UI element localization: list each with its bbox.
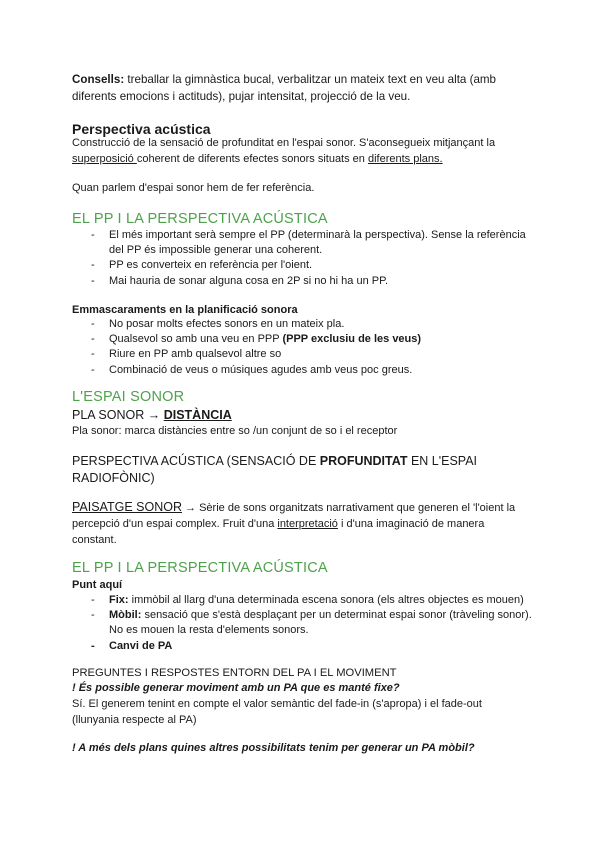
paisatge-text-a: → Sèrie de sons organitzats narrativament que generen el 'l'oient la percepció d'un espai complex. Fruit d'una: [72, 502, 516, 530]
perspectiva-a: PERSPECTIVA ACÚSTICA (SENSACIÓ DE: [72, 454, 320, 468]
punt-aqui: Punt aquí: [72, 579, 123, 591]
consells-paragraph: [72, 72, 532, 105]
list-item: - No posar molts efectes sonors en un mateix pla.: [72, 317, 532, 332]
fix-text: immòbil al llarg d'una determinada escena sonora (els altres objectes es mouen): [128, 594, 524, 606]
list-item: - El més important serà sempre el PP (determinarà la perspectiva). Sense la referència del PP és impossible generar una coherent.: [72, 228, 532, 258]
preguntes-heading: PREGUNTES I RESPOSTES ENTORN DEL PA I EL MOVIMENT: [72, 667, 397, 679]
superposicio-link[interactable]: superposició: [72, 152, 137, 165]
section1-list: [72, 228, 532, 289]
perspectiva-c: EN L'ESPAI RADIOFÒNIC): [72, 454, 478, 485]
question-2: ! A més dels plans quines altres possibilitats tenim per generar un PA mòbil?: [72, 742, 475, 754]
list-item: [72, 608, 532, 638]
perspectiva-paragraph: [72, 136, 532, 167]
perspectiva-text-b: coherent de diferents efectes sonors situats en: [136, 152, 368, 165]
list-item: [72, 593, 532, 608]
pla-sonor-label: PLA SONOR →: [72, 408, 164, 422]
list-item: - Mai hauria de sonar alguna cosa en 2P si no hi ha un PP.: [72, 274, 532, 289]
fix-label: Fix:: [109, 594, 129, 606]
emmascaraments-list: [72, 317, 532, 378]
item-text: Qualsevol so amb una veu en PPP: [109, 333, 283, 346]
espai-sonor-referencia: Quan parlem d'espai sonor hem de fer referència.: [72, 182, 315, 194]
espai-sonor-heading: L'ESPAI SONOR: [72, 389, 185, 405]
profunditat-label: PROFUNDITAT: [319, 454, 408, 468]
section2-list: [72, 593, 532, 654]
list-item: - PP es converteix en referència per l'oient.: [72, 258, 532, 273]
paisatge-label: PAISATGE SONOR: [72, 500, 182, 514]
answer-1: Sí. El generem tenint en compte el valor semàntic del fade-in (s'apropa) i el fade-out (llunyania respecte al PA): [72, 698, 482, 726]
interpretacio-link[interactable]: interpretació: [277, 518, 338, 530]
perspectiva-text-a: Construcció de la sensació de profunditat en l'espai sonor. S'aconsegueix mitjançant la: [72, 137, 496, 149]
paisatge-text-b: i d'una imaginació de manera constant.: [72, 518, 485, 546]
list-item: - Combinació de veus o músiques agudes amb veus poc greus.: [72, 363, 532, 378]
item-bold-text: (PPP exclusiu de les veus): [282, 333, 422, 346]
mobil-label: Mòbil:: [109, 609, 142, 622]
distancia-label: DISTÀNCIA: [163, 408, 232, 422]
diferents-plans-link[interactable]: diferents plans.: [367, 152, 443, 165]
perspectiva-heading: Perspectiva acústica: [72, 121, 211, 137]
perspectiva-acustica-line: [72, 453, 482, 487]
emmascaraments-heading: Emmascaraments en la planificació sonora: [72, 304, 298, 316]
pla-sonor-definition: Pla sonor: marca distàncies entre so /un conjunt de so i el receptor: [72, 425, 398, 437]
pla-sonor-line: [72, 407, 532, 424]
consells-label: Consells:: [72, 73, 125, 86]
section1-heading: EL PP I LA PERSPECTIVA ACÚSTICA: [72, 211, 328, 227]
section2-heading: EL PP I LA PERSPECTIVA ACÚSTICA: [72, 560, 328, 576]
mobil-text: sensació que s'està desplaçant per un determinat espai sonor (tràveling sonor). No es mouen la resta d'elements sonors.: [109, 609, 532, 637]
paisatge-paragraph: [72, 499, 532, 548]
list-item: [72, 332, 532, 347]
list-item: - Riure en PP amb qualsevol altre so: [72, 347, 532, 362]
list-item: - Canvi de PA: [72, 639, 532, 654]
consells-text: treballar la gimnàstica bucal, verbalitzar un mateix text en veu alta (amb diferents emocions i actituds), pujar intensitat, projecció de la veu.: [72, 73, 497, 103]
question-1: ! És possible generar moviment amb un PA que es manté fixe?: [72, 682, 400, 694]
